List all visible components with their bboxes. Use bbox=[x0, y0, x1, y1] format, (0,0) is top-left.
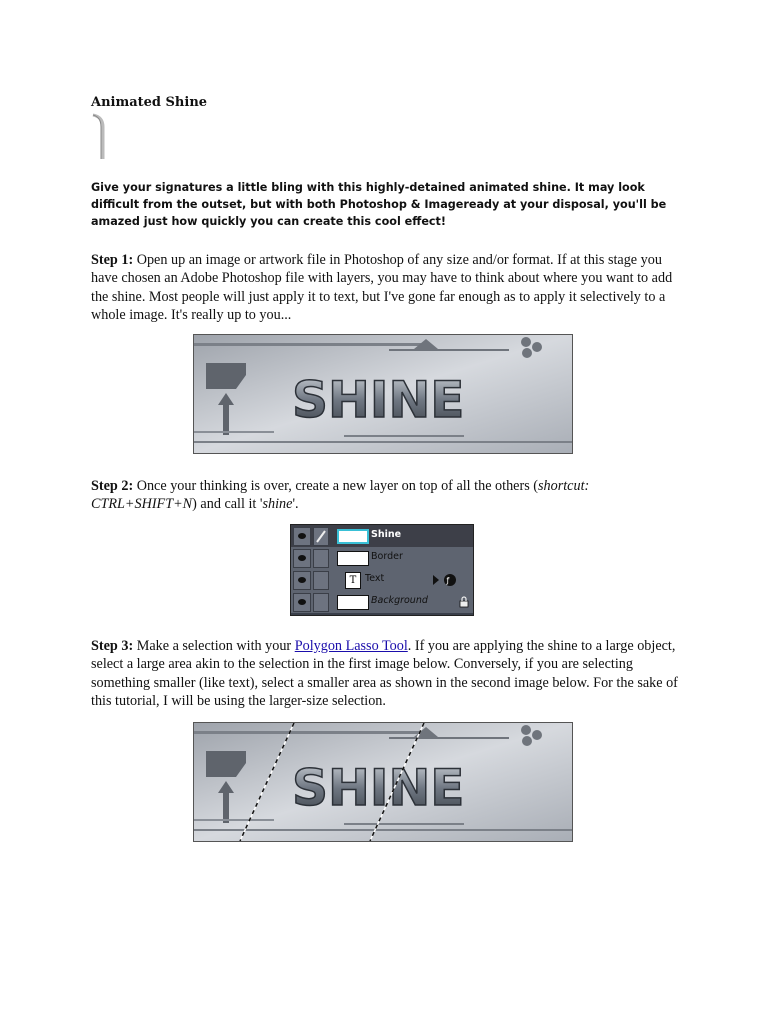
layer-row-text[interactable] bbox=[291, 569, 473, 592]
layer-name: Background bbox=[371, 595, 428, 606]
banner-shine-text: SHINE bbox=[292, 759, 465, 817]
layer-row-shine[interactable] bbox=[291, 525, 473, 548]
shine-banner-image bbox=[193, 334, 573, 454]
layer-name: Text bbox=[365, 573, 385, 584]
step2-layer-name: shine bbox=[262, 496, 293, 513]
step3-paragraph bbox=[91, 637, 681, 710]
step1-text: Open up an image or artwork file in Photoshop of any size and/or format. If at this stage you have chosen an Adobe Photoshop file with layers, you may have to think about where you want to add the shine. Most people will just apply it to text, but I've gone far enough as to apply it selectively to a whole image. It's really up to you... bbox=[91, 252, 673, 323]
step2-text-a: Once your thinking is over, create a new layer on top of all the others ( bbox=[133, 478, 538, 494]
step2-label: Step 2: bbox=[91, 478, 134, 494]
polygon-lasso-tool-link[interactable]: Polygon Lasso Tool bbox=[294, 638, 408, 654]
layer-row-background[interactable] bbox=[291, 591, 473, 613]
page-title: Animated Shine bbox=[91, 95, 208, 110]
decorative-bracket-icon bbox=[91, 113, 105, 161]
eye-icon[interactable] bbox=[293, 593, 311, 612]
step2-text-b: ) and call it ' bbox=[192, 496, 263, 513]
text-layer-icon: T bbox=[345, 572, 361, 589]
step3-text-a: Make a selection with your bbox=[133, 638, 295, 654]
step3-label: Step 3: bbox=[91, 638, 134, 654]
layer-thumbnail bbox=[337, 551, 369, 566]
step2-paragraph bbox=[91, 477, 681, 514]
layer-row-border[interactable] bbox=[291, 547, 473, 570]
layers-panel bbox=[290, 524, 474, 616]
eye-icon[interactable] bbox=[293, 571, 311, 590]
link-slot bbox=[313, 593, 329, 612]
layer-thumbnail bbox=[337, 595, 369, 610]
banner-shine-text: SHINE bbox=[292, 371, 465, 429]
step1-label: Step 1: bbox=[91, 252, 134, 268]
intro-paragraph: Give your signatures a little bling with this highly-detained animated shine. It may look difficult from the outset, but with both Photoshop & Imageready at your disposal, you'll be amazed just how quickly you can create this cool effect! bbox=[91, 181, 667, 228]
step1-paragraph bbox=[91, 251, 681, 324]
lock-icon bbox=[459, 596, 469, 608]
brush-icon bbox=[313, 527, 329, 546]
layer-thumbnail bbox=[337, 529, 369, 544]
effects-icon[interactable] bbox=[433, 573, 465, 587]
step2-text-c: '. bbox=[292, 496, 299, 513]
step2-shortcut: shortcut: CTRL+SHIFT+N bbox=[91, 478, 590, 513]
link-slot bbox=[313, 549, 329, 568]
eye-icon[interactable] bbox=[293, 527, 311, 546]
eye-icon[interactable] bbox=[293, 549, 311, 568]
link-slot bbox=[313, 571, 329, 590]
step3-text-b: . If you are applying the shine to a large object, select a large area akin to the selection in the first image below. Conversely, if you are selecting something smaller (like text), select a smaller area as shown in the second image below. For the sake of this tutorial, I will be using the larger-size selection. bbox=[91, 638, 678, 709]
layer-name: Shine bbox=[371, 529, 402, 540]
shine-banner-selection-image bbox=[193, 722, 573, 842]
svg-text:ƒ: ƒ bbox=[446, 576, 450, 585]
layer-name: Border bbox=[371, 551, 403, 562]
